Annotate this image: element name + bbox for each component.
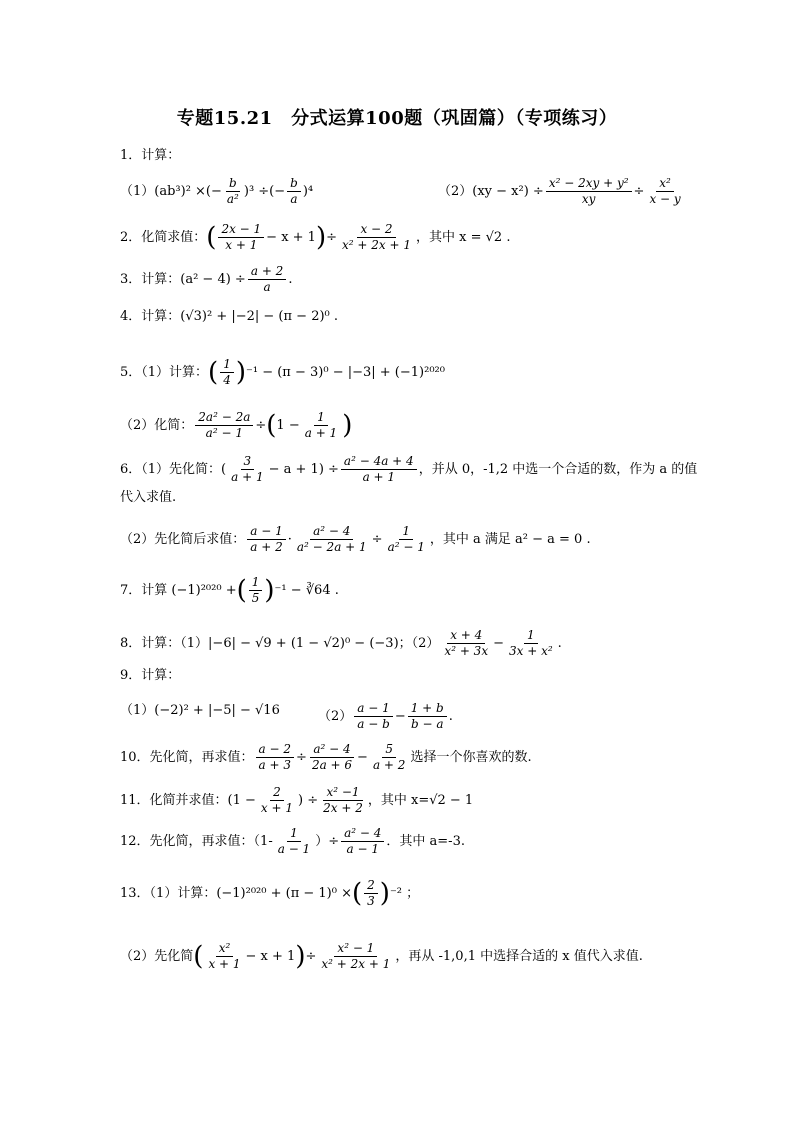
fraction: $\frac{3}{a + 1}$: [231, 454, 264, 484]
fraction: $\frac{1}{5}$: [249, 575, 263, 606]
problem-13-part-1: 13．（1）计算：(−1)²⁰²⁰ + (π − 1)⁰ ×( $\frac{2}{3}$ )⁻² ；: [120, 878, 420, 909]
fraction: $\frac{a - 2}{a + 3}$: [256, 742, 294, 773]
fraction: $\frac{a - 1}{a - b}$: [354, 701, 393, 732]
fraction: $\frac{5}{a + 2}$: [372, 742, 406, 772]
fraction: $\frac{2x - 1}{x + 1}$: [218, 222, 264, 253]
fraction: $\frac{1}{\text{3x + x²}}$: [509, 628, 553, 658]
problem-6-part-2: （2）先化简后求值： $\frac{a - 1}{a + 2}$ · $\frac{\text{a² − 4}}{\text{a² − 2a + 1}}$ ÷ $\frac{1}{\text{a² − 1}}$ ，其中 a 满足 a² − a = 0 .: [120, 524, 591, 554]
fraction: $\frac{\text{x²}}{x - y}$: [649, 176, 681, 206]
problem-10: 10．先化简，再求值： $\frac{a - 2}{a + 3}$ ÷ $\frac{\text{a² − 4}}{2a + 6}$ − $\frac{5}{a + 2}$ 选择一个你喜欢的数.: [120, 742, 532, 772]
fraction: $\frac{2}{x + 1}$: [260, 785, 294, 815]
fraction: $\frac{2}{3}$: [364, 878, 378, 909]
fraction: $\frac{\text{a² − 4}}{2a + 6}$: [311, 742, 353, 772]
problem-8: 8．计算：（1）|−6| − √9 + (1 − √2)⁰ − (−3)；（2） $\frac{x + 4}{\text{x² + 3x}}$ − $\frac{1}{\text{3x + x²}}$ .: [120, 628, 562, 658]
fraction: $\frac{\text{a² − 4}}{\text{a² − 2a + 1}}$: [296, 524, 367, 554]
fraction: $\frac{a + 2}{a}$: [248, 264, 286, 295]
fraction: $\frac{b}{\text{a²}}$: [226, 176, 239, 206]
problem-5-part-2: （2）化简： $\frac{\text{2a² − 2a}}{\text{a² − 1}}$ ÷(1 − $\frac{1}{a + 1}$ ): [120, 410, 353, 441]
fraction: $\frac{1}{4}$: [220, 357, 234, 388]
fraction: $\frac{\text{a² − 4a + 4}}{a + 1}$: [341, 454, 417, 485]
fraction: $\frac{\text{x² − 2xy + y²}}{xy}$: [546, 176, 632, 207]
problem-13-part-2: （2）先化简( $\frac{\text{x²}}{x + 1}$ − x + 1)÷ $\frac{\text{x² − 1}}{\text{x² + 2x + 1}}$ ，再从 -1,0,1 中选择合适的 x 值代入求值.: [120, 941, 643, 972]
problem-4: 4．计算：(√3)² + |−2| − (π − 2)⁰ .: [120, 309, 339, 324]
fraction: $\frac{b}{a}$: [287, 176, 301, 207]
fraction: $\frac{\text{a² − 4}}{a - 1}$: [341, 826, 384, 857]
fraction: $\frac{\text{x²}}{x + 1}$: [208, 941, 241, 971]
problem-9-label: 9．计算：: [120, 668, 181, 683]
problem-6-part-1-cont: 代入求值.: [120, 490, 177, 505]
fraction: $\frac{\text{x² −1}}{2x + 2}$: [323, 785, 363, 815]
problem-9-part-2: （2） $\frac{a - 1}{a - b}$ − $\frac{1 + b}{b - a}$ .: [318, 701, 453, 731]
problem-3: 3．计算：(a² − 4) ÷ $\frac{a + 2}{a}$ .: [120, 264, 293, 294]
fraction: $\frac{1}{\text{a² − 1}}$: [387, 524, 425, 554]
problem-6-part-1: 6．（1）先化简：( $\frac{3}{a + 1}$ − a + 1) ÷ $\frac{\text{a² − 4a + 4}}{a + 1}$ ，并从 0，-1,2 中选一个合适的数，作为 a 的值: [120, 454, 698, 484]
fraction: $\frac{x - 2}{\text{x² + 2x + 1}}$: [342, 222, 412, 252]
problem-12: 12．先化简，再求值：（1- $\frac{1}{a - 1}$ ）÷ $\frac{\text{a² − 4}}{a - 1}$ ．其中 a=-3.: [120, 826, 465, 856]
problem-2: 2．化简求值：( $\frac{2x - 1}{x + 1}$ − x + 1)÷ $\frac{x - 2}{\text{x² + 2x + 1}}$ ，其中 x = √2 .: [120, 222, 511, 253]
page-title: 专题15.21 分式运算100题（巩固篇）（专项练习）: [176, 108, 618, 129]
fraction: $\frac{\text{x² − 1}}{\text{x² + 2x + 1}}$: [321, 941, 391, 971]
fraction: $\frac{1 + b}{b - a}$: [408, 701, 447, 732]
problem-7: 7．计算 (−1)²⁰²⁰ +( $\frac{1}{5}$ )⁻¹ − ∛64 .: [120, 575, 339, 606]
fraction: $\frac{1}{a - 1}$: [277, 826, 311, 856]
problem-1-part-1: （1）(ab³)² ×(− $\frac{b}{\text{a²}}$ )³ ÷(− $\frac{b}{a}$ )⁴: [120, 176, 314, 206]
fraction: $\frac{1}{a + 1}$: [304, 410, 338, 440]
problem-5-part-1: 5．（1）计算：( $\frac{1}{4}$ )⁻¹ − (π − 3)⁰ − |−3| + (−1)²⁰²⁰: [120, 357, 445, 388]
problem-11: 11．化简并求值：(1 − $\frac{2}{x + 1}$ ) ÷ $\frac{\text{x² −1}}{2x + 2}$ ，其中 x=√2 − 1: [120, 785, 474, 815]
fraction: $\frac{a - 1}{a + 2}$: [247, 524, 285, 555]
problem-1-part-2: （2）(xy − x²) ÷ $\frac{\text{x² − 2xy + y²}}{xy}$ ÷ $\frac{\text{x²}}{x - y}$: [438, 176, 686, 207]
problem-9-part-1: （1）(−2)² + |−5| − √16: [120, 703, 280, 718]
problem-1-label: 1．计算：: [120, 148, 181, 163]
fraction: $\frac{x + 4}{\text{x² + 3x}}$: [444, 628, 489, 658]
fraction: $\frac{\text{2a² − 2a}}{\text{a² − 1}}$: [195, 410, 253, 441]
